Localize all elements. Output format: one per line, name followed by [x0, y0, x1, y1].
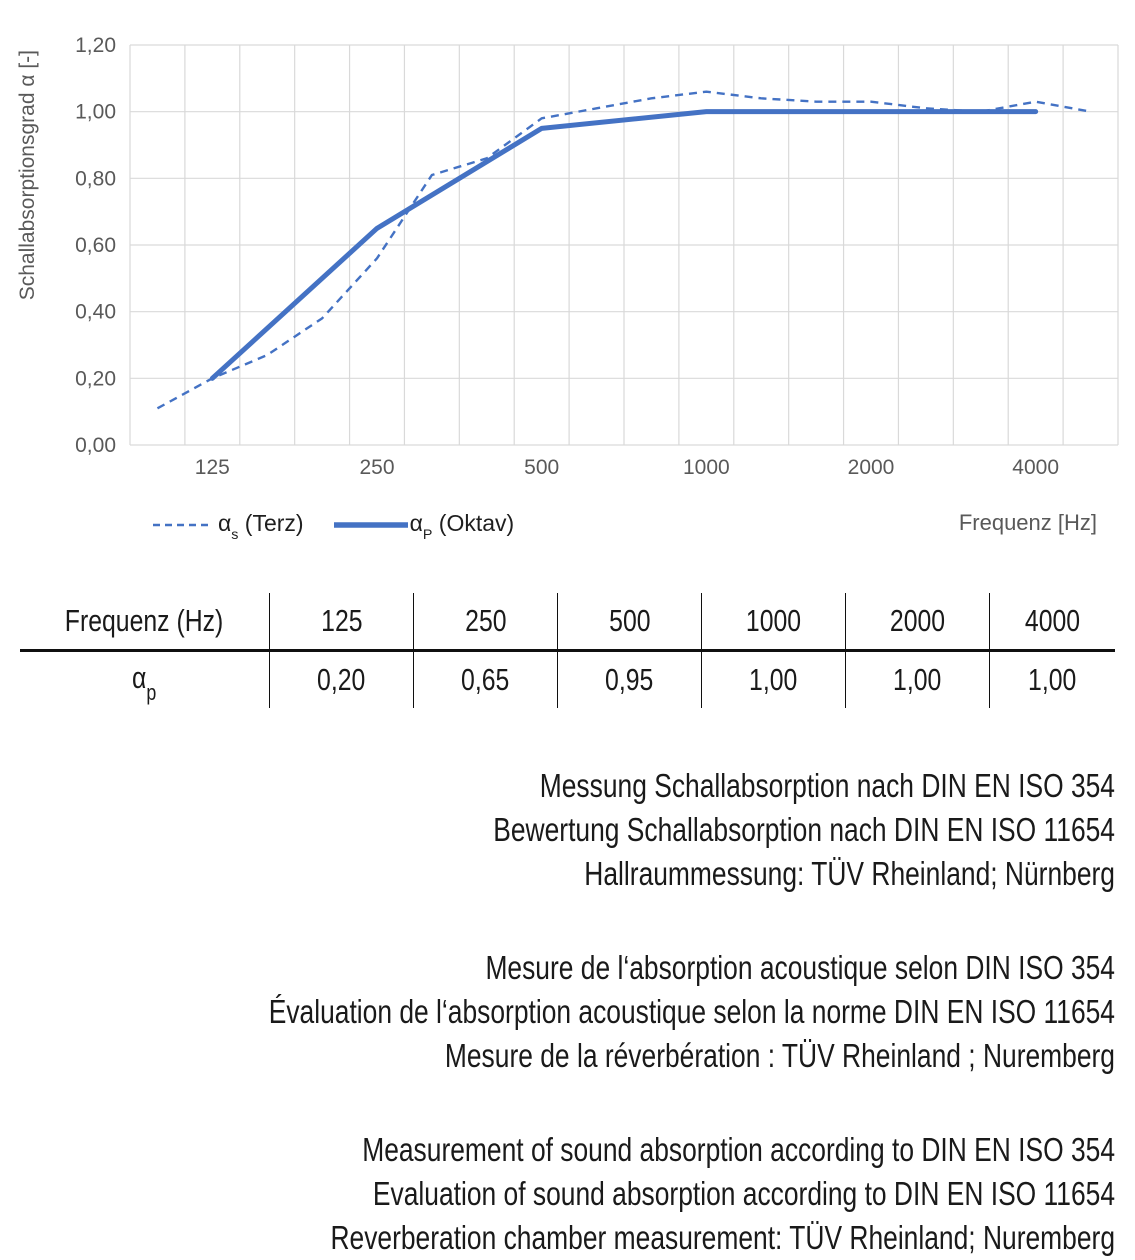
x-tick-label: 4000 [1012, 456, 1060, 479]
note-line: Mesure de l‘absorption acoustique selon DIN ISO 354 [485, 949, 1115, 987]
x-axis-title: Frequenz [Hz] [958, 510, 1097, 535]
table-header-125: 125 [270, 593, 414, 649]
note-block-english [0, 1128, 1115, 1260]
table-header-frequency: Frequenz (Hz) [20, 593, 270, 649]
table-row-label-alpha-p: $\alpha_p$ [20, 652, 270, 708]
x-tick-label: 125 [194, 456, 230, 479]
x-tick-label: 2000 [847, 456, 895, 479]
table-value-250: 0,65 [414, 652, 558, 708]
x-tick-label: 500 [524, 456, 560, 479]
y-tick-label: 1,00 [75, 100, 116, 124]
table-value-row [20, 652, 1115, 708]
table-value-4000: 1,00 [1028, 662, 1077, 698]
table-header-1000: 1000 [702, 593, 846, 649]
y-tick-label: 0,00 [75, 434, 116, 457]
x-tick-label: 1000 [682, 456, 730, 479]
table-header-2000: 2000 [846, 593, 990, 649]
absorption-chart-plot [0, 0, 1135, 495]
absorption-table [20, 593, 1115, 709]
note-line: Measurement of sound absorption according to DIN EN ISO 354 [362, 1131, 1115, 1169]
note-line: Bewertung Schallabsorption nach DIN EN ISO 11654 [493, 811, 1115, 849]
legend-item-terz [153, 510, 304, 541]
dashed-line-swatch-icon [153, 521, 209, 529]
note-line: Evaluation of sound absorption according to DIN EN ISO 11654 [372, 1175, 1116, 1213]
y-tick-label: 0,60 [75, 234, 116, 257]
note-block-german [0, 764, 1115, 896]
table-header-500: 500 [558, 593, 702, 649]
note-line: Hallraummessung: TÜV Rheinland; Nürnberg [584, 855, 1115, 893]
x-tick-label: 250 [359, 456, 395, 479]
legend-item-oktav [334, 510, 515, 541]
table-value-1000: 1,00 [702, 652, 846, 708]
legend-terz-symbol: α [218, 510, 232, 536]
legend-oktav-symbol: α [409, 510, 423, 536]
note-line: Messung Schallabsorption nach DIN EN ISO 354 [539, 767, 1115, 805]
table-header-250: 250 [414, 593, 558, 649]
note-line: Évaluation de l‘absorption acoustique selon la norme DIN EN ISO 11654 [268, 993, 1116, 1031]
solid-line-swatch-icon [334, 521, 408, 529]
legend-label-oktav [410, 510, 515, 541]
notes-section [0, 764, 1135, 1260]
y-tick-label: 1,20 [75, 34, 116, 57]
legend-terz-rest: (Terz) [238, 510, 304, 536]
table-header-4000: 4000 [1024, 602, 1081, 638]
legend-terz-sub: s [231, 526, 239, 543]
absorption-chart [0, 0, 1135, 541]
legend-label-terz [218, 510, 304, 541]
y-tick-label: 0,40 [75, 300, 116, 324]
legend-oktav-rest: (Oktav) [432, 510, 515, 536]
y-axis-title-text: Schallabsorptionsgrad α [-] [16, 49, 39, 301]
table-header-row [20, 593, 1115, 649]
table-value-2000: 1,00 [846, 652, 990, 708]
table-value-500: 0,95 [558, 652, 702, 708]
y-tick-label: 0,20 [75, 367, 116, 391]
note-line: Reverberation chamber measurement: TÜV Rheinland; Nuremberg [330, 1219, 1115, 1257]
y-tick-label: 0,80 [75, 167, 116, 191]
note-line: Mesure de la réverbération : TÜV Rheinland ; Nuremberg [444, 1037, 1115, 1075]
legend-oktav-sub: P [422, 526, 433, 543]
y-axis-title [16, 45, 40, 305]
note-block-french [0, 946, 1115, 1078]
table-value-125: 0,20 [270, 652, 414, 708]
legend-row [0, 500, 1135, 541]
